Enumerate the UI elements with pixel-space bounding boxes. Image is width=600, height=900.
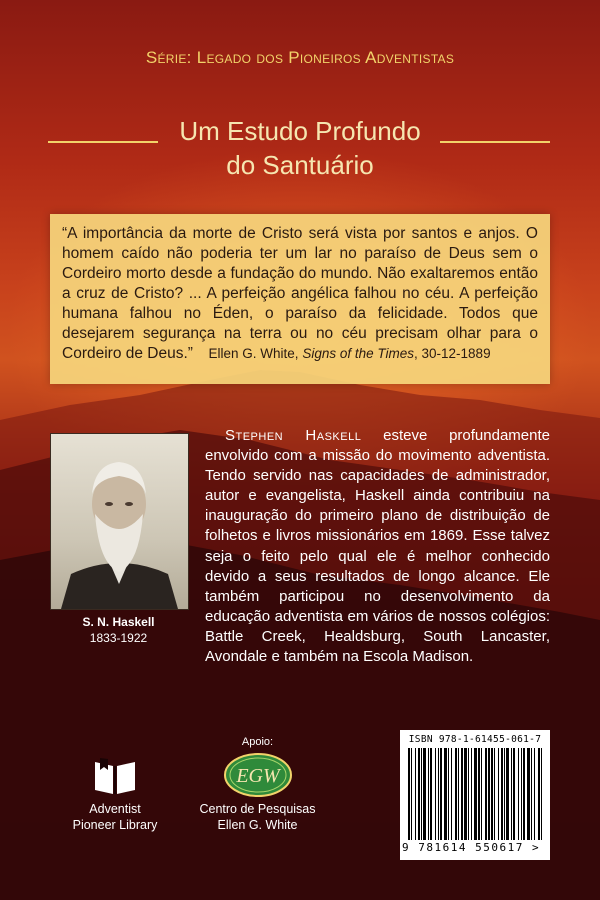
barcode-bar xyxy=(498,748,499,840)
barcode-bar xyxy=(461,748,463,840)
series-title: Série: Legado dos Pioneiros Adventistas xyxy=(145,48,455,67)
barcode-bar xyxy=(411,748,412,840)
publisher-line2: Pioneer Library xyxy=(72,818,158,832)
portrait-years: 1833-1922 xyxy=(89,631,148,645)
barcode-bar xyxy=(513,748,515,840)
barcode-bar xyxy=(491,748,493,840)
egw-line1: Centro de Pesquisas xyxy=(199,802,316,816)
barcode-bar xyxy=(448,748,449,840)
barcode-digits: 9 781614 550617 > xyxy=(402,841,541,854)
barcode-bar xyxy=(474,748,477,840)
barcode-bar xyxy=(478,748,480,840)
barcode-bar xyxy=(415,748,416,840)
support-label: Apoio: xyxy=(241,736,274,748)
quote-source-date: , 30-12-1889 xyxy=(414,346,491,361)
barcode-bar xyxy=(421,748,422,840)
barcode-bar xyxy=(438,748,439,840)
barcode-bar xyxy=(430,748,432,840)
barcode-bars xyxy=(408,748,542,840)
publisher-name xyxy=(60,801,170,833)
barcode-bar xyxy=(468,748,469,840)
barcode-bar xyxy=(418,748,420,840)
barcode-bar xyxy=(531,748,532,840)
book-title-line1: Um Estudo Profundo xyxy=(179,116,421,146)
egw-logo-text: EGW xyxy=(236,765,280,787)
barcode-bar xyxy=(451,748,452,840)
barcode-bar xyxy=(444,748,447,840)
barcode-bar xyxy=(511,748,512,840)
barcode-bar xyxy=(518,748,519,840)
barcode-bar xyxy=(494,748,495,840)
barcode-bar xyxy=(504,748,505,840)
book-title-line2: do Santuário xyxy=(226,150,374,180)
barcode-bar xyxy=(440,748,442,840)
barcode-bar xyxy=(435,748,436,840)
barcode-bar xyxy=(501,748,503,840)
quote-source xyxy=(197,346,490,361)
barcode-bar xyxy=(527,748,530,840)
barcode-bar xyxy=(408,748,410,840)
egw-line2: Ellen G. White xyxy=(217,818,298,832)
egw-logo xyxy=(223,752,293,798)
barcode-bar xyxy=(464,748,467,840)
isbn-label: ISBN 978-1-61455-061-7 xyxy=(408,734,542,745)
quote-source-title: Signs of the Times xyxy=(302,346,415,361)
barcode-bar xyxy=(458,748,459,840)
barcode-bar xyxy=(541,748,542,840)
quote-text xyxy=(62,224,538,364)
barcode-bar xyxy=(485,748,487,840)
portrait-name: S. N. Haskell xyxy=(82,615,155,629)
barcode-bar xyxy=(455,748,457,840)
bio-name: Stephen Haskell xyxy=(225,427,362,444)
barcode xyxy=(400,730,550,860)
book-icon xyxy=(91,756,139,796)
egw-center-name xyxy=(185,801,330,833)
barcode-bar xyxy=(506,748,509,840)
portrait-photo xyxy=(50,433,189,610)
barcode-bar xyxy=(471,748,472,840)
quote-body: “A importância da morte de Cristo será vista por santos e anjos. O homem caído não poderia ter um lar no paraíso de Deus sem o Cordeiro morto desde a fundação do mundo. Não exaltaremos então a cruz de Cristo? ... A perfeição angélica falhou no céu. A perfeição humana falhou no Éden, o paraíso da felicidade. Todos que desejarem segurança na terra ou no céu precisam olhar para o Cordeiro de Deus.” xyxy=(62,225,538,362)
quote-box xyxy=(50,214,550,384)
publisher-line1: Adventist xyxy=(89,802,141,816)
barcode-bar xyxy=(481,748,482,840)
barcode-bar xyxy=(534,748,535,840)
barcode-bar xyxy=(538,748,540,840)
bio-body: esteve profundamente envolvido com a missão do movimento adventista. Tendo servido nas capacidades de administrador, autor e evangelista, Haskell ainda contribuiu na inauguração do primeiro plano de distribuição de folhetos e livros missionários em 1869. Esse talvez seja o feito pelo qual ele é melhor conhecido devido a seus resultados de longo alcance. Ele também participou no desenvolvimento da educação adventista em vários de nossos colégios: Battle Creek, Healdsburg, South Lancaster, Avondale e também na Escola Madison. xyxy=(205,427,550,666)
barcode-bar xyxy=(488,748,490,840)
bio-text xyxy=(205,426,550,667)
portrait-illustration xyxy=(51,434,188,609)
barcode-bar xyxy=(521,748,522,840)
barcode-bar xyxy=(428,748,429,840)
barcode-bar xyxy=(523,748,525,840)
barcode-bar xyxy=(423,748,426,840)
quote-source-author: Ellen G. White, xyxy=(208,346,299,361)
